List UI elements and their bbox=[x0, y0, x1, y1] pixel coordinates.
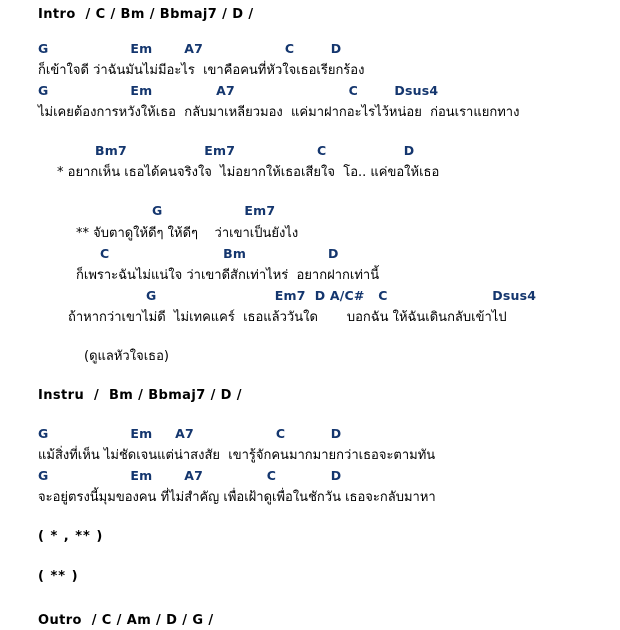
chord-line: G Em7 D A/C# C Dsus4 bbox=[146, 288, 537, 303]
parenthetical-note: (ดูแลหัวใจเธอ) bbox=[84, 349, 169, 364]
chord-line: G Em A7 C D bbox=[38, 468, 342, 483]
lyric-line: * อยากเห็น เธอได้คนจริงใจ ไม่อยากให้เธอเสียใจ โอ.. แค่ขอให้เธอ bbox=[57, 165, 440, 180]
lyric-line: ถ้าหากว่าเขาไม่ดี ไม่เทคแคร์ เธอแล้ววันใด บอกฉัน ให้ฉันเดินกลับเข้าไป bbox=[68, 310, 507, 325]
chord-line: G Em7 bbox=[152, 203, 276, 218]
repeat-marker: ( * , ** ) bbox=[38, 529, 104, 544]
chord-line: C Bm D bbox=[100, 246, 339, 261]
section-heading-instru: Instru / Bm / Bbmaj7 / D / bbox=[38, 388, 242, 403]
chord-line: G Em A7 C D bbox=[38, 41, 342, 56]
chord-line: Bm7 Em7 C D bbox=[95, 143, 415, 158]
section-heading-outro: Outro / C / Am / D / G / bbox=[38, 613, 214, 628]
lyric-line: ก็เข้าใจดี ว่าฉันมันไม่มีอะไร เขาคือคนที่หัวใจเธอเรียกร้อง bbox=[38, 63, 365, 78]
lyric-line: จะอยู่ตรงนี้มุมของคน ที่ไม่สำคัญ เพื่อเฝ้าดูเพื่อในชักวัน เธอจะกลับมาหา bbox=[38, 490, 436, 505]
section-heading-intro: Intro / C / Bm / Bbmaj7 / D / bbox=[38, 7, 254, 22]
chord-line: G Em A7 C D bbox=[38, 426, 342, 441]
lyric-line: ** จับตาดูให้ดีๆ ให้ดีๆ ว่าเขาเป็นยังไง bbox=[76, 226, 299, 241]
lyric-line: ก็เพราะฉันไม่แน่ใจ ว่าเขาดีสักเท่าไหร่ อยากฝากเท่านี้ bbox=[76, 268, 380, 283]
lyric-line: แม้สิ่งที่เห็น ไม่ชัดเจนแต่น่าสงสัย เขารู้จักคนมากมายกว่าเธอจะตามทัน bbox=[38, 448, 436, 463]
chord-line: G Em A7 C Dsus4 bbox=[38, 83, 439, 98]
repeat-marker: ( ** ) bbox=[38, 569, 79, 584]
lyric-line: ไม่เคยต้องการหวังให้เธอ กลับมาเหลียวมอง แค่มาฝากอะไรไว้หน่อย ก่อนเราแยกทาง bbox=[38, 105, 520, 120]
